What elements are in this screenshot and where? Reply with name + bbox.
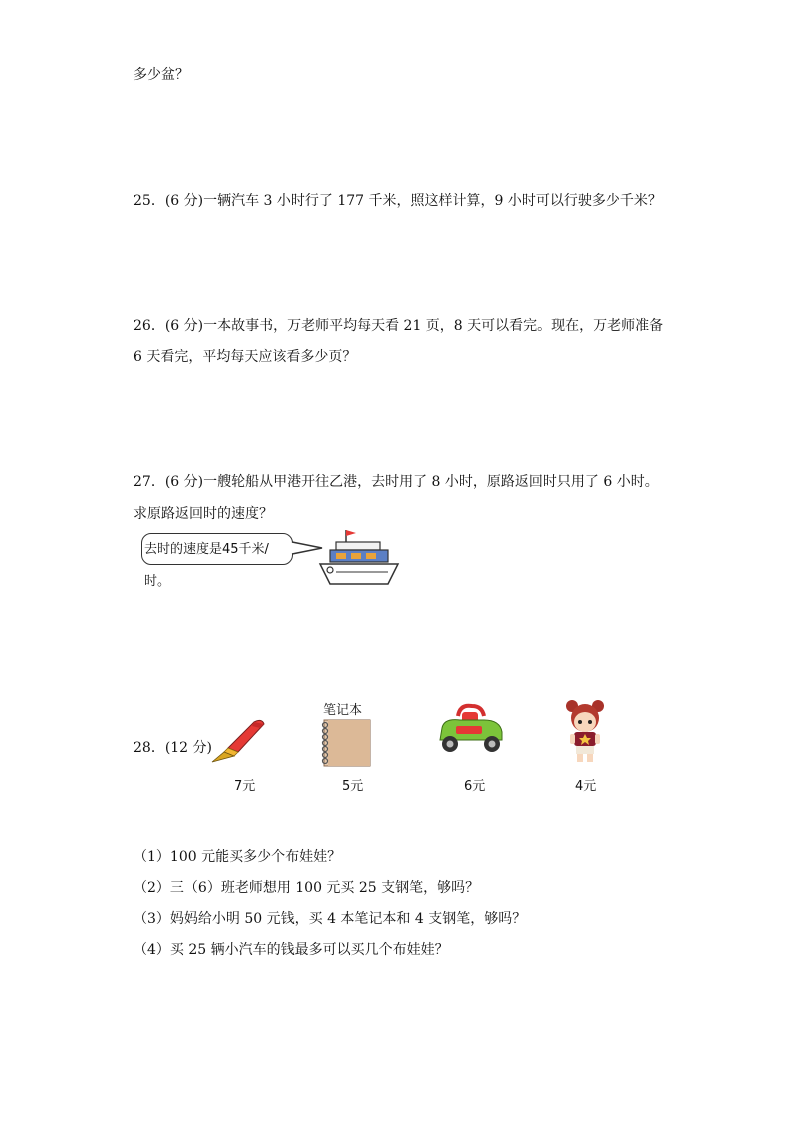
pen-icon	[210, 714, 268, 764]
ship-icon	[316, 528, 400, 586]
notebook-label: 笔记本	[323, 703, 363, 718]
question-28-label: 28．(12 分)	[133, 740, 213, 756]
question-27-line2: 求原路返回时的速度？	[133, 506, 273, 522]
toy-car-icon	[436, 702, 506, 756]
toy-car-price: 6元	[464, 779, 486, 794]
question-26-line2: 6 天看完，平均每天应该看多少页？	[133, 349, 357, 365]
subquestion-3: （3）妈妈给小明 50 元钱，买 4 本笔记本和 4 支钢笔，够吗？	[133, 911, 527, 927]
doll-price: 4元	[575, 779, 597, 794]
doll-icon	[562, 698, 608, 764]
speed-speech-bubble: 去时的速度是45千米/时。	[141, 533, 293, 565]
pen-price: 7元	[234, 779, 256, 794]
subquestion-1: （1）100 元能买多少个布娃娃？	[133, 849, 342, 865]
question-25: 25．(6 分)一辆汽车 3 小时行了 177 千米，照这样计算，9 小时可以行驶多少千米？	[133, 193, 662, 209]
subquestion-4: （4）买 25 辆小汽车的钱最多可以买几个布娃娃？	[133, 942, 449, 958]
q24-continuation: 多少盆？	[133, 67, 189, 83]
notebook-icon	[318, 718, 376, 768]
notebook-price: 5元	[342, 779, 364, 794]
question-27-line1: 27．(6 分)一艘轮船从甲港开往乙港，去时用了 8 小时，原路返回时只用了 6 小时。	[133, 474, 659, 490]
question-26-line1: 26．(6 分)一本故事书，万老师平均每天看 21 页，8 天可以看完。现在，万老师准备	[133, 318, 664, 334]
subquestion-2: （2）三（6）班老师想用 100 元买 25 支钢笔，够吗？	[133, 880, 480, 896]
